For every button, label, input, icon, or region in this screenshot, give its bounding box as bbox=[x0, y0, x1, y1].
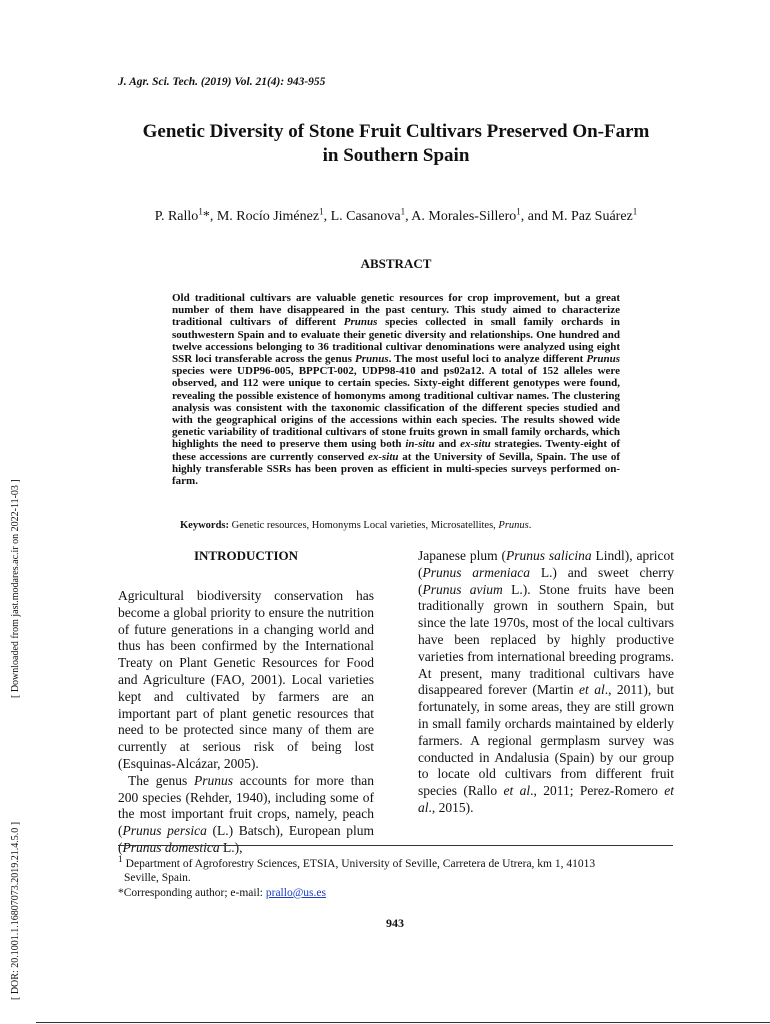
footnote-divider bbox=[118, 845, 673, 846]
author-1: P. Rallo$^1$*, bbox=[154, 206, 217, 224]
abstract-body: Old traditional cultivars are valuable genetic resources for crop improvement, but a great number of them have disappeared in the past century. This study aimed to characterize traditional cultivars of different Prunus species collected in small family orchards in southwestern Spain and to evaluate their genetic diversity and relationships. One hundred and twelve accessions belonging to 36 traditional cultivar denominations were analyzed using eight SSR loci transferable across the genus Prunus. The most useful loci to analyze different Prunus species were UDP96-005, BPPCT-002, UDP98-410 and ps02a12. A total of 152 alleles were observed, and 112 were unique to certain species. Sixty-eight different genotypes were found, revealing the possible existence of homonyms among traditional cultivar names. The clustering analysis was consistent with the taxonomic classification of the different species studied and with the geographical origins of the accessions within each species. The results showed wide genetic variability of traditional cultivars of stone fruits grown in small family orchards, which highlights the need to preserve them using both in-situ and ex-situ strategies. Twenty-eight of these accessions are currently conserved ex-situ at the University of Sevilla, Spain. The use of highly transferable SSRs has been proven as efficient in multi-species surveys performed on-farm. bbox=[172, 292, 621, 488]
introduction-heading: INTRODUCTION bbox=[193, 548, 298, 563]
footnote-affiliation: $^1$ Department of Agroforestry Sciences, ETSIA, University of Seville, Carretera de Utrera, km 1, 41013 bbox=[118, 854, 596, 870]
dor-watermark: [ DOR: 20.1001.1.16807073.2019.21.4.5.0 ] bbox=[10, 821, 21, 1000]
footnote bbox=[118, 853, 678, 900]
intro-paragraph-1: Agricultural biodiversity conservation has become a global priority to ensure the nutrition of future generations in a changing world and thus has been confirmed by the International Treaty on Plant Genetic Resources for Food and Agriculture (FAO, 2001). Local varieties kept and cultivated by farmers are an important part of plant genetic resources that need to be protected since many of them are currently at serious risk of being lost (Esquinas-Alcázar, 2005). bbox=[118, 588, 374, 771]
author-2: M. Rocío Jiménez$^1$, bbox=[216, 206, 331, 224]
footnote-affiliation-cont: Seville, Spain. bbox=[124, 872, 191, 885]
title-line-1: Genetic Diversity of Stone Fruit Cultivars Preserved On-Farm bbox=[142, 121, 650, 142]
abstract-heading: ABSTRACT bbox=[360, 256, 432, 271]
corresponding-email-link[interactable]: prallo@us.es bbox=[265, 886, 326, 899]
keywords: Keywords: Genetic resources, Homonyms Local varieties, Microsatellites, Prunus. bbox=[180, 520, 532, 531]
author-3: L. Casanova$^1$, bbox=[330, 206, 412, 224]
keywords-label: Keywords: bbox=[180, 520, 229, 531]
right-column bbox=[418, 548, 674, 817]
left-column bbox=[118, 548, 374, 857]
download-watermark: [ Downloaded from jast.modares.ac.ir on 2022-11-03 ] bbox=[10, 479, 21, 698]
journal-citation: J. Agr. Sci. Tech. (2019) Vol. 21(4): 943-955 bbox=[118, 76, 326, 88]
author-4: A. Morales-Sillero$^1$, and bbox=[411, 206, 552, 224]
page-bottom-rule bbox=[36, 1022, 770, 1023]
author-list bbox=[80, 202, 712, 226]
footnote-corresponding: *Corresponding author; e-mail: prallo@us.es bbox=[118, 886, 326, 899]
page-number: 943 bbox=[386, 916, 404, 930]
author-5: M. Paz Suárez$^1$ bbox=[551, 206, 638, 224]
title-line-2: in Southern Spain bbox=[322, 145, 470, 166]
intro-paragraph-2: The genus Prunus accounts for more than 200 species (Rehder, 1940), including some of the most important fruit crops, namely, peach (Prunus persica (L.) Batsch), European plum (Prunus domestica L.), bbox=[118, 772, 374, 855]
paper-title bbox=[80, 120, 712, 168]
intro-paragraph-2-cont: Japanese plum (Prunus salicina Lindl), apricot (Prunus armeniaca L.) and sweet cherry (Prunus avium L.). Stone fruits have been traditionally grown in southern Spain, but since the late 1970s, most of the local cultivars have been replaced by highly productive varieties from international breeding programs. At present, many traditional cultivars have disappeared forever (Martin et al., 2011), but fortunately, in some areas, they are still grown in small family orchards maintained by elderly farmers. A regional germplasm survey was conducted in Andalusia (Spain) by our group to locate old cultivars from different fruit species (Rallo et al., 2011; Perez-Romero et al., 2015). bbox=[418, 548, 675, 815]
